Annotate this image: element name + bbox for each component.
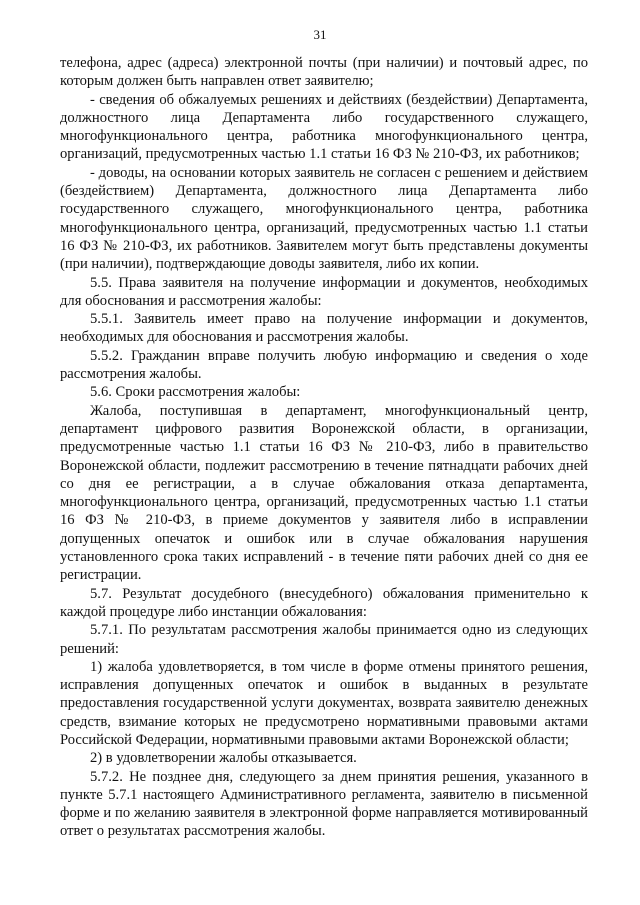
paragraph-5-5: 5.5. Права заявителя на получение информации и документов, необходимых для обоснования и рассмотрения жалобы: [60,274,588,309]
paragraph-5-5-1: 5.5.1. Заявитель имеет право на получение информации и документов, необходимых для обоснования и рассмотрения жалобы. [60,311,588,346]
paragraph-5-7: 5.7. Результат досудебного (внесудебного) обжалования применительно к каждой процедуре либо инстанции обжалования: [60,585,588,620]
paragraph-review-terms: Жалоба, поступившая в департамент, многофункциональный центр, департамент цифрового развития Воронежской области, в организации, предусмотренные частью 1.1 статьи 16 ФЗ № 210-ФЗ, либо в правительство Воронежской области, подлежит рассмотрению в течение пятнадцати рабочих дней со дня ее регистрации, а в случае обжалования отказа департамента, многофункционального центра, организаций, предусмотренных частью 1.1 статьи 16 ФЗ № 210-ФЗ, в приеме документов у заявителя либо в исправлении допущенных опечаток и ошибок или в случае обжалования нарушения установленного срока таких исправлений - в течение пяти рабочих дней со дня ее регистрации. [60,402,588,584]
paragraph-decision-2: 2) в удовлетворении жалобы отказывается. [90,750,357,767]
document-body [60,54,588,841]
paragraph-appealed-decisions: - сведения об обжалуемых решениях и действиях (бездействии) Департамента, должностного лица Департамента либо государственного служащего, многофункционального центра, работника многофункционального центра, организаций, предусмотренных частью 1.1 статьи 16 ФЗ № 210-ФЗ, их работников; [60,91,588,163]
paragraph-5-6: 5.6. Сроки рассмотрения жалобы: [90,384,301,401]
page-number: 31 [313,27,327,42]
paragraph-decision-1: 1) жалоба удовлетворяется, в том числе в форме отмены принятого решения, исправления допущенных опечаток и ошибок в выданных в результате предоставления государственной услуги документах, возврата заявителю денежных средств, взимание которых не предусмотрено нормативными правовыми актами Российской Федерации, нормативными правовыми актами Воронежской области; [60,658,588,748]
paragraph-contact-info: телефона, адрес (адреса) электронной почты (при наличии) и почтовый адрес, по которым должен быть направлен ответ заявителю; [60,55,588,90]
paragraph-5-7-2: 5.7.2. Не позднее дня, следующего за днем принятия решения, указанного в пункте 5.7.1 настоящего Административного регламента, заявителю в письменной форме и по желанию заявителя в электронной форме направляется мотивированный ответ о результатах рассмотрения жалобы. [60,768,588,840]
paragraph-5-7-1: 5.7.1. По результатам рассмотрения жалобы принимается одно из следующих решений: [60,622,588,657]
paragraph-5-5-2: 5.5.2. Гражданин вправе получить любую информацию и сведения о ходе рассмотрения жалобы. [60,347,588,383]
paragraph-arguments: - доводы, на основании которых заявитель не согласен с решением и действием (бездействием) Департамента, должностного лица Департамента либо государственного служащего, многофункционального центра, работника многофункционального центра, организаций, предусмотренных частью 1.1 статьи 16 ФЗ № 210-ФЗ, их работников. Заявителем могут быть представлены документы (при наличии), подтверждающие доводы заявителя, либо их копии. [60,164,588,273]
